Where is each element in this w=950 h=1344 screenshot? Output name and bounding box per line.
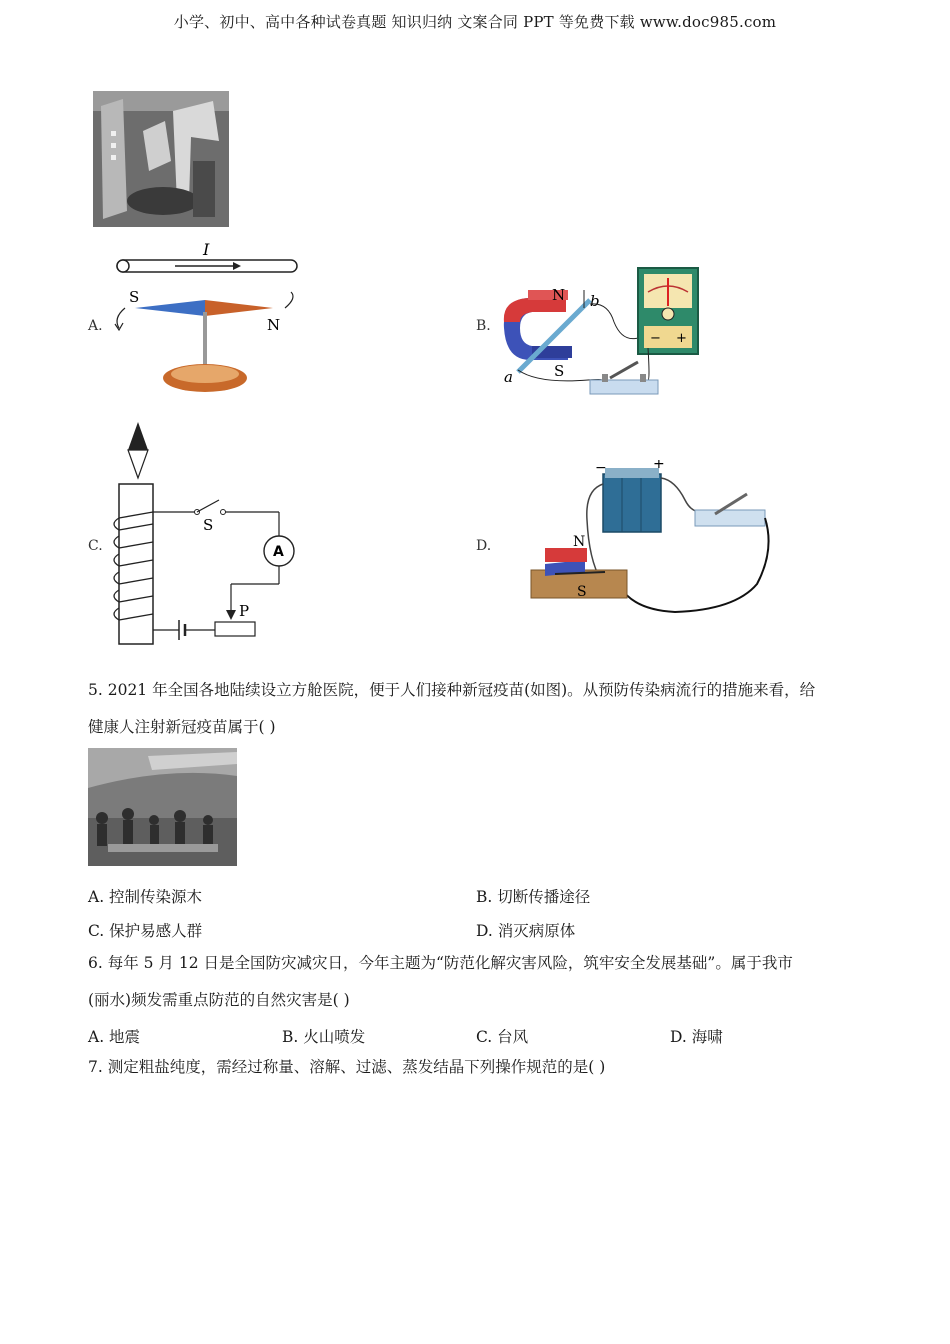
question-5-line-2: 健康人注射新冠疫苗属于( )	[88, 718, 276, 736]
ammeter-label: A	[273, 544, 284, 560]
figure-wire-compass	[105, 240, 305, 400]
q6-option-a[interactable]: A. 地震	[88, 1028, 141, 1046]
pole-s-label: S	[129, 288, 140, 306]
q6-option-b[interactable]: B. 火山喷发	[282, 1028, 366, 1046]
end-a-label: a	[504, 368, 513, 386]
figure-magnet-galvanometer	[498, 262, 708, 402]
option-label-b: B.	[476, 318, 491, 334]
q6-option-d[interactable]: D. 海啸	[670, 1028, 723, 1046]
meter-plus: +	[676, 331, 687, 346]
battery-minus: −	[595, 460, 607, 476]
figure-motor-circuit	[525, 460, 775, 620]
question-6-line-2: (丽水)频发需重点防范的自然灾害是( )	[88, 991, 350, 1009]
option-label-d: D.	[476, 538, 492, 554]
q5-option-a[interactable]: A. 控制传染源木	[88, 888, 203, 906]
vaccination-photo	[88, 748, 237, 866]
figure-solenoid-circuit	[105, 418, 295, 650]
slider-p-label: P	[239, 602, 250, 620]
q6-option-c[interactable]: C. 台风	[476, 1028, 529, 1046]
option-label-a: A.	[88, 318, 103, 334]
q5-option-c[interactable]: C. 保护易感人群	[88, 922, 203, 940]
switch-s-label: S	[203, 516, 214, 534]
question-photo	[93, 91, 229, 227]
current-label: I	[203, 240, 210, 259]
question-6-line-1: 6. 每年 5 月 12 日是全国防灾减灾日，今年主题为“防范化解灾害风险，筑牢安全发展基础”。属于我市	[88, 954, 793, 972]
battery-plus: +	[653, 460, 665, 472]
page-header: 小学、初中、高中各种试卷真题 知识归纳 文案合同 PPT 等免费下载 www.doc985.com	[173, 13, 777, 31]
q5-option-b[interactable]: B. 切断传播途径	[476, 888, 591, 906]
pole-s-label: S	[554, 362, 565, 380]
pole-n-label: N	[267, 316, 281, 334]
option-label-c: C.	[88, 538, 103, 554]
question-7-line-1: 7. 测定粗盐纯度，需经过称量、溶解、过滤、蒸发结晶下列操作规范的是( )	[88, 1058, 606, 1076]
pole-s-label: S	[577, 584, 587, 600]
q5-option-d[interactable]: D. 消灭病原体	[476, 922, 576, 940]
end-b-label: b	[590, 292, 600, 310]
meter-minus: −	[650, 331, 661, 346]
pole-n-label: N	[573, 534, 586, 550]
question-5-line-1: 5. 2021 年全国各地陆续设立方舱医院，便于人们接种新冠疫苗(如图)。从预防传染病流行的措施来看，给	[88, 681, 816, 699]
pole-n-label: N	[552, 286, 566, 304]
